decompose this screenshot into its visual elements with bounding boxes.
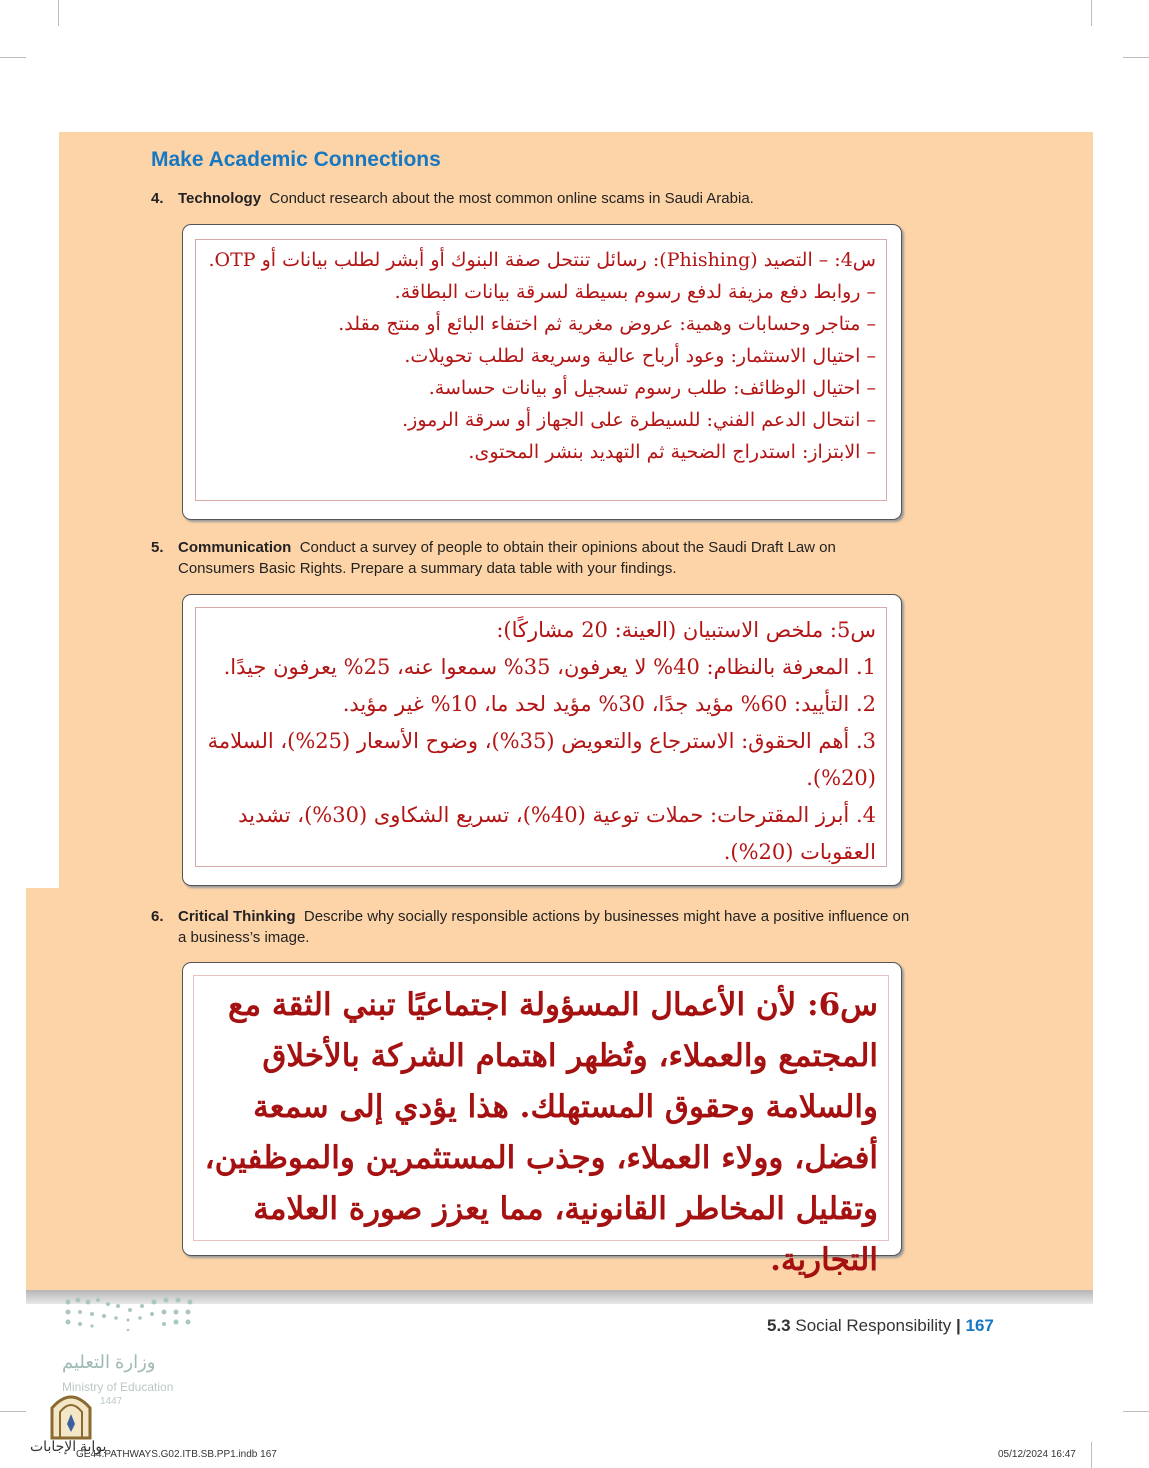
question-text: Conduct a survey of people to obtain their opinions about the Saudi Draft Law on Consumers Basic Rights. Prepare a summary data table with your findings. [178,539,836,577]
answer-line: – احتيال الوظائف: طلب رسوم تسجيل أو بيانات حساسة. [428,377,876,399]
answer-4-text [195,239,887,501]
portal-logo-icon [48,1388,94,1440]
answer-5-text [195,607,887,867]
crop-mark [1091,1442,1092,1468]
print-slug-file: GE44.PATHWAYS.G02.ITB.SB.PP1.indb 167 [76,1449,277,1460]
answer-line: 1. المعرفة بالنظام: 40% لا يعرفون، 35% سمعوا عنه، 25% يعرفون جيدًا. [223,655,876,679]
ministry-year: 1447 [100,1396,123,1407]
answer-6-text: س6: لأن الأعمال المسؤولة اجتماعيًا تبني الثقة مع المجتمع والعملاء، وتُظهر اهتمام الشركة بالأخلاق والسلامة وحقوق المستهلك. هذا يؤدي إلى سمعة أفضل، وولاء العملاء، وجذب المستثمرين والموظفين، وتقليل المخاطر القانونية، مما يعزز صورة العلامة التجارية. [193,975,889,1241]
answer-box-4 [182,224,902,520]
answer-line: س4: – التصيد (Phishing): رسائل تنتحل صفة البنوك أو أبشر لطلب بيانات أو OTP. [208,249,876,271]
portal-label: بوابة الإجابات [30,1438,107,1454]
answer-line: – روابط دفع مزيفة لدفع رسوم بسيطة لسرقة بيانات البطاقة. [394,281,876,303]
question-text: Conduct research about the most common online scams in Saudi Arabia. [269,190,754,207]
crop-mark [1123,1411,1149,1412]
answer-line: 3. أهم الحقوق: الاسترجاع والتعويض (35%)، وضوح الأسعار (25%)، السلامة (20%). [207,729,876,790]
question-6 [151,906,911,948]
section-title: Social Responsibility [795,1316,952,1335]
answer-line: – احتيال الاستثمار: وعود أرباح عالية وسريعة لطلب تحويلات. [404,345,876,367]
crop-mark [1123,57,1149,58]
footer-separator: | [956,1316,961,1335]
question-text: Describe why socially responsible actions by businesses might have a positive influence on a business’s image. [178,908,910,946]
answer-line: س5: ملخص الاستبيان (العينة: 20 مشاركًا): [496,618,876,642]
answer-line: – الابتزاز: استدراج الضحية ثم التهديد بنشر المحتوى. [468,441,876,463]
question-number: 5. [151,539,164,556]
answer-box-5 [182,594,902,886]
crop-mark [1091,0,1092,26]
answer-line: 4. أبرز المقترحات: حملات توعية (40%)، تسريع الشكاوى (30%)، تشديد العقوبات (20%). [238,803,876,864]
answer-line: – متاجر وحسابات وهمية: عروض مغرية ثم اختفاء البائع أو منتج مقلد. [338,313,876,335]
page-footer [767,1316,994,1336]
page-number: 167 [965,1316,994,1335]
question-number: 6. [151,908,164,925]
ministry-name-english: Ministry of Education [62,1380,174,1394]
question-keyword: Communication [178,539,292,556]
section-number: 5.3 [767,1316,791,1335]
ministry-name-arabic: وزارة التعليم [62,1352,156,1372]
crop-mark [58,0,59,26]
question-keyword: Technology [178,190,262,207]
section-heading: Make Academic Connections [151,148,441,171]
answer-box-6 [182,962,902,1278]
content-panel-extension [26,888,66,1290]
crop-mark [0,57,26,58]
answer-line: – انتحال الدعم الفني: للسيطرة على الجهاز أو سرقة الرموز. [402,409,876,431]
question-number: 4. [151,190,164,207]
question-4 [151,188,911,209]
crop-mark [0,1411,26,1412]
question-5 [151,537,911,579]
question-keyword: Critical Thinking [178,908,296,925]
print-slug-date: 05/12/2024 16:47 [998,1449,1076,1460]
answer-line: 2. التأييد: 60% مؤيد جدًا، 30% مؤيد لحد ما، 10% غير مؤيد. [342,692,876,716]
